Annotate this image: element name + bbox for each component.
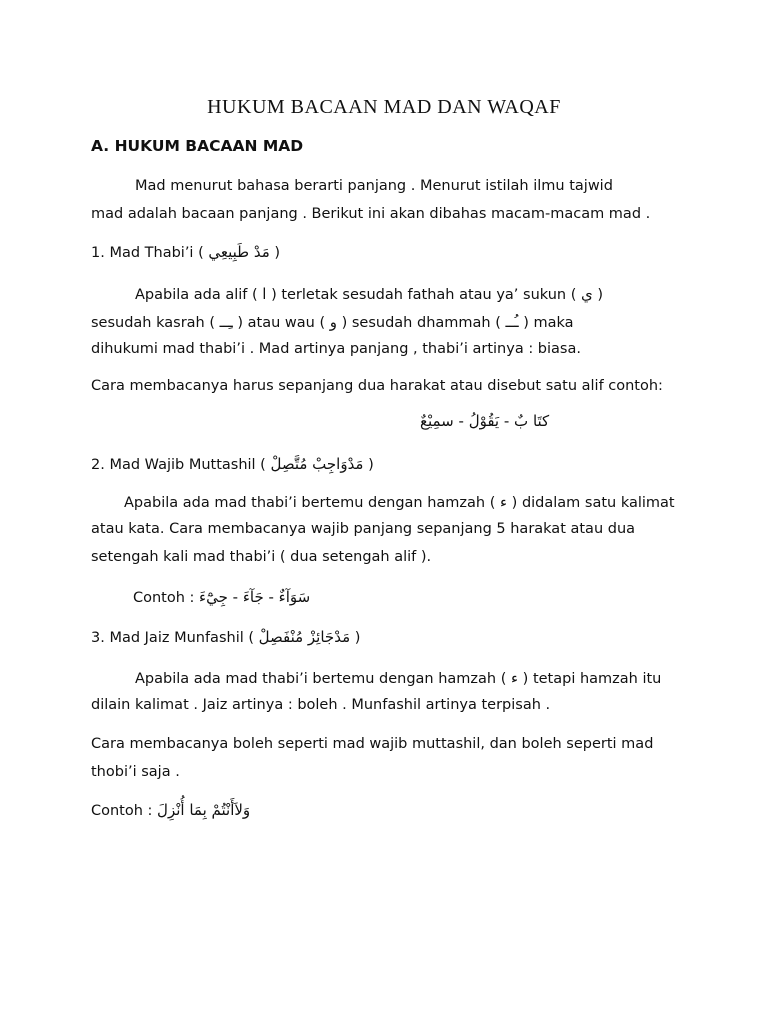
- hamzah-glyph: ء: [511, 669, 519, 687]
- mad-jaiz-example: [91, 801, 250, 819]
- mad-jaiz-line-2: dilain kalimat . Jaiz artinya : boleh . Munfashil artinya terpisah .: [91, 697, 551, 713]
- ya-glyph: ي: [580, 285, 593, 303]
- mad-thabii-line-3: dihukumi mad thabi’i . Mad artinya panjang , thabi’i artinya : biasa.: [91, 341, 581, 357]
- mad-thabii-arabic: مَدْ طَبِيعِي: [208, 243, 270, 261]
- mad-jaiz-arabic: مَدْجَائِزْ مُنْفَصِلْ: [258, 628, 351, 646]
- mad-wajib-line-3: setengah kali mad thabi’i ( dua setengah alif ).: [91, 549, 432, 565]
- mad-jaiz-heading: 3. Mad Jaiz Munfashil ( مَدْجَائِزْ مُنْفَصِلْ ): [91, 628, 361, 646]
- example-label: Contoh :: [133, 590, 195, 606]
- mad-jaiz-line-4: thobi’i saja .: [91, 764, 180, 780]
- dhammah-glyph: ـُــ: [505, 313, 519, 331]
- hamzah-glyph: ء: [500, 493, 508, 511]
- alif-glyph: ا: [262, 285, 267, 303]
- wau-glyph: و: [329, 313, 337, 331]
- mad-jaiz-line-3: Cara membacanya boleh seperti mad wajib muttashil, dan boleh seperti mad: [91, 736, 654, 752]
- mad-thabii-reading-rule: Cara membacanya harus sepanjang dua harakat atau disebut satu alif contoh:: [91, 378, 663, 394]
- mad-thabii-line-1: Apabila ada alif ( ا ) terletak sesudah fathah atau ya’ sukun ( ي ): [135, 285, 604, 303]
- mad-wajib-heading: 2. Mad Wajib Muttashil ( مَدْوَاجِبْ مُتَّصِلْ ): [91, 455, 374, 473]
- mad-wajib-arabic: مَدْوَاجِبْ مُتَّصِلْ: [270, 455, 364, 473]
- intro-paragraph-line-2: mad adalah bacaan panjang . Berikut ini akan dibahas macam-macam mad .: [91, 206, 651, 222]
- mad-thabii-heading: 1. Mad Thabi’i ( مَدْ طَبِيعِي ): [91, 243, 281, 261]
- intro-paragraph-line-1: Mad menurut bahasa berarti panjang . Menurut istilah ilmu tajwid: [135, 178, 613, 194]
- mad-wajib-example-arabic: سَوَآءٌ - جَآءَ - جِيْٓءَ: [199, 588, 311, 606]
- mad-wajib-line-1: Apabila ada mad thabi’i bertemu dengan hamzah ( ء ) didalam satu kalimat: [124, 493, 675, 511]
- mad-jaiz-example-arabic: وَلاَأَنْتُمْ بِمَا أُنْزِلَ: [157, 801, 251, 819]
- mad-wajib-example: [133, 588, 310, 606]
- mad-wajib-line-2: atau kata. Cara membacanya wajib panjang sepanjang 5 harakat atau dua: [91, 521, 636, 537]
- mad-jaiz-line-1: Apabila ada mad thabi’i bertemu dengan hamzah ( ء ) tetapi hamzah itu: [135, 669, 662, 687]
- section-a-heading: A. HUKUM BACAAN MAD: [91, 137, 304, 155]
- page-title: HUKUM BACAAN MAD DAN WAQAF: [207, 96, 561, 118]
- mad-thabii-example-arabic: كتَا بٌ - يَقُوْلُ - سمِيْعٌ: [420, 412, 550, 430]
- example-label: Contoh :: [91, 803, 153, 819]
- kasrah-glyph: ـِــ: [219, 313, 233, 331]
- mad-thabii-line-2: sesudah kasrah ( ـِــ ) atau wau ( و ) sesudah dhammah ( ـُــ ) maka: [91, 313, 574, 331]
